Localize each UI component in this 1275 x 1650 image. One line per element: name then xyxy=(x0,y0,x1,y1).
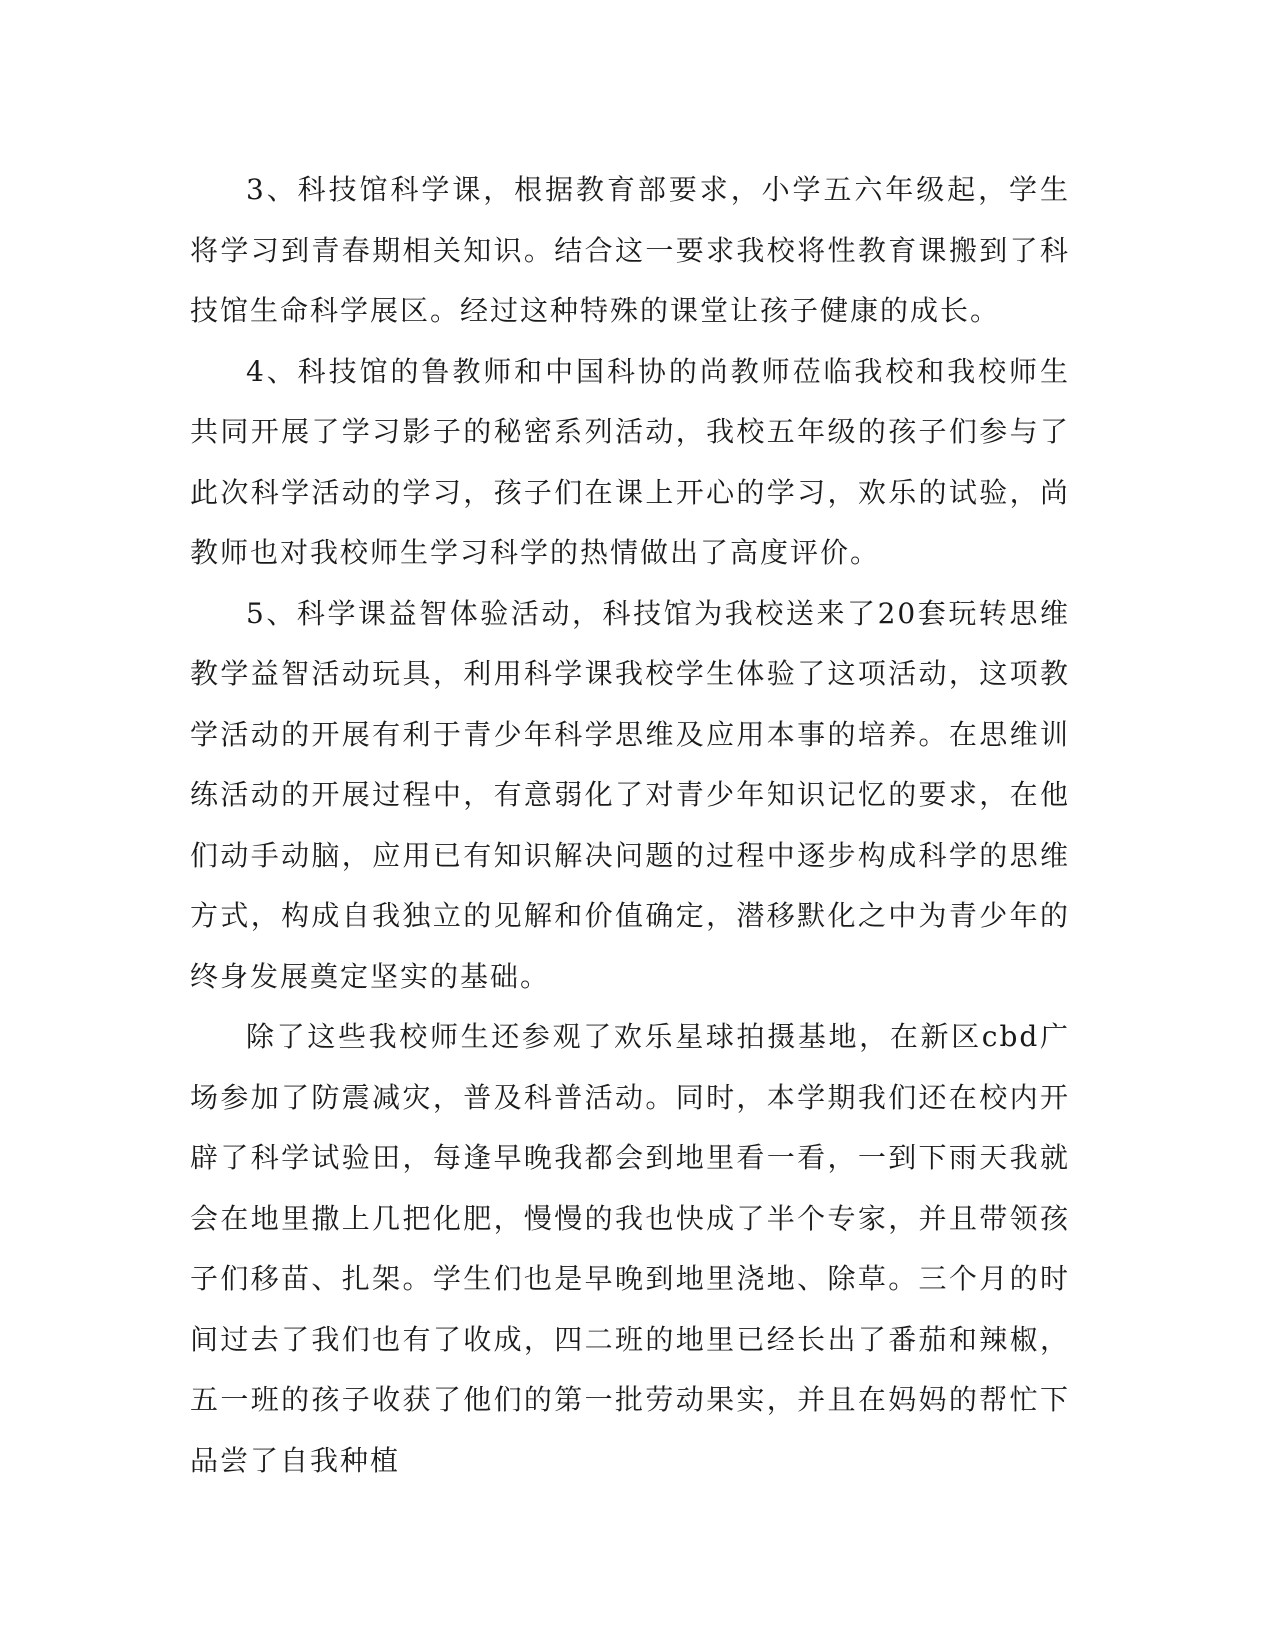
paragraph-other-activities: 除了这些我校师生还参观了欢乐星球拍摄基地，在新区cbd广场参加了防震减灾，普及科普活动。同时，本学期我们还在校内开辟了科学试验田，每逢早晚我都会到地里看一看，一到下雨天我就会在地里撒上几把化肥，慢慢的我也快成了半个专家，并且带领孩子们移苗、扎架。学生们也是早晚到地里浇地、除草。三个月的时间过去了我们也有了收成，四二班的地里已经长出了番茄和辣椒，五一班的孩子收获了他们的第一批劳动果实，并且在妈妈的帮忙下品尝了自我种植 xyxy=(190,1020,1070,1477)
paragraph-item-3: 3、科技馆科学课，根据教育部要求，小学五六年级起，学生将学习到青春期相关知识。结合这一要求我校将性教育课搬到了科技馆生命科学展区。经过这种特殊的课堂让孩子健康的成长。 xyxy=(190,173,1070,327)
document-body xyxy=(190,160,1070,1491)
paragraph-item-4: 4、科技馆的鲁教师和中国科协的尚教师莅临我校和我校师生共同开展了学习影子的秘密系列活动，我校五年级的孩子们参与了此次科学活动的学习，孩子们在课上开心的学习，欢乐的试验，尚教师也对我校师生学习科学的热情做出了高度评价。 xyxy=(190,354,1070,569)
paragraph-item-5: 5、科学课益智体验活动，科技馆为我校送来了20套玩转思维教学益智活动玩具，利用科学课我校学生体验了这项活动，这项教学活动的开展有利于青少年科学思维及应用本事的培养。在思维训练活动的开展过程中，有意弱化了对青少年知识记忆的要求，在他们动手动脑，应用已有知识解决问题的过程中逐步构成科学的思维方式，构成自我独立的见解和价值确定，潜移默化之中为青少年的终身发展奠定坚实的基础。 xyxy=(190,596,1070,993)
